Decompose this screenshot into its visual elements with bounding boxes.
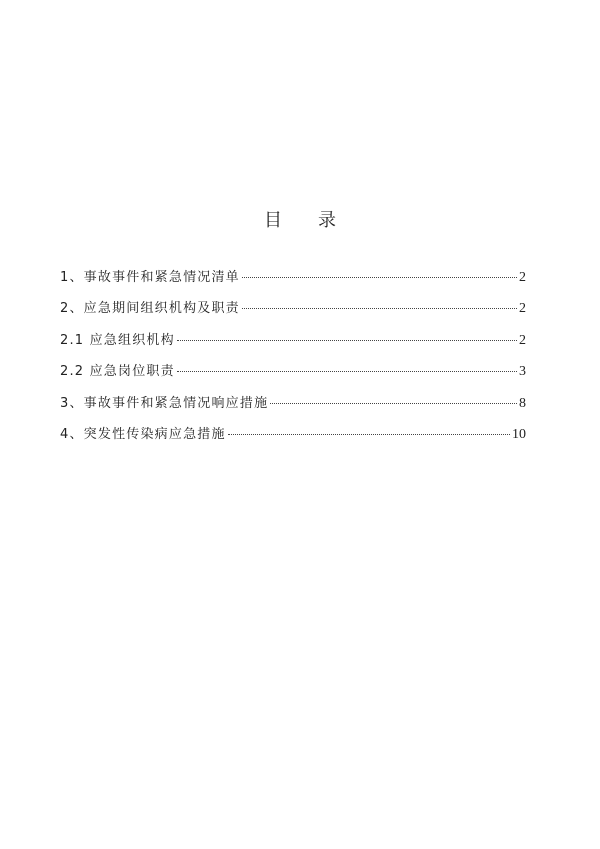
toc-entry-page: 3 xyxy=(519,364,526,380)
toc-entry-label: 1、事故事件和紧急情况清单 xyxy=(60,270,240,285)
toc-dot-leader xyxy=(270,403,517,404)
toc-entry-label: 2.2 应急岗位职责 xyxy=(60,364,175,380)
toc-entry-2[interactable] xyxy=(60,299,526,330)
toc-entry-label: 2.1 应急组织机构 xyxy=(60,332,175,348)
toc-entry-2-2[interactable] xyxy=(60,362,526,393)
toc-dot-leader xyxy=(228,434,510,435)
toc-dot-leader xyxy=(177,340,517,341)
toc-title: 目 录 xyxy=(264,210,336,231)
toc-entry-2-1[interactable] xyxy=(60,331,526,362)
toc-dot-leader xyxy=(242,308,517,309)
toc-entry-1[interactable] xyxy=(60,268,526,299)
toc-entry-label: 3、事故事件和紧急情况响应措施 xyxy=(60,395,269,411)
toc-list xyxy=(60,268,526,456)
toc-dot-leader xyxy=(242,277,517,278)
toc-entry-page: 2 xyxy=(519,301,526,317)
toc-entry-label: 4、突发性传染病应急措施 xyxy=(60,426,226,442)
toc-entry-label: 2、应急期间组织机构及职责 xyxy=(60,301,240,317)
toc-entry-page: 10 xyxy=(512,426,526,442)
toc-entry-4[interactable] xyxy=(60,425,526,456)
toc-entry-page: 2 xyxy=(519,270,526,285)
toc-dot-leader xyxy=(177,371,517,372)
toc-entry-page: 8 xyxy=(519,395,526,411)
toc-entry-3[interactable] xyxy=(60,394,526,425)
toc-entry-page: 2 xyxy=(519,332,526,348)
